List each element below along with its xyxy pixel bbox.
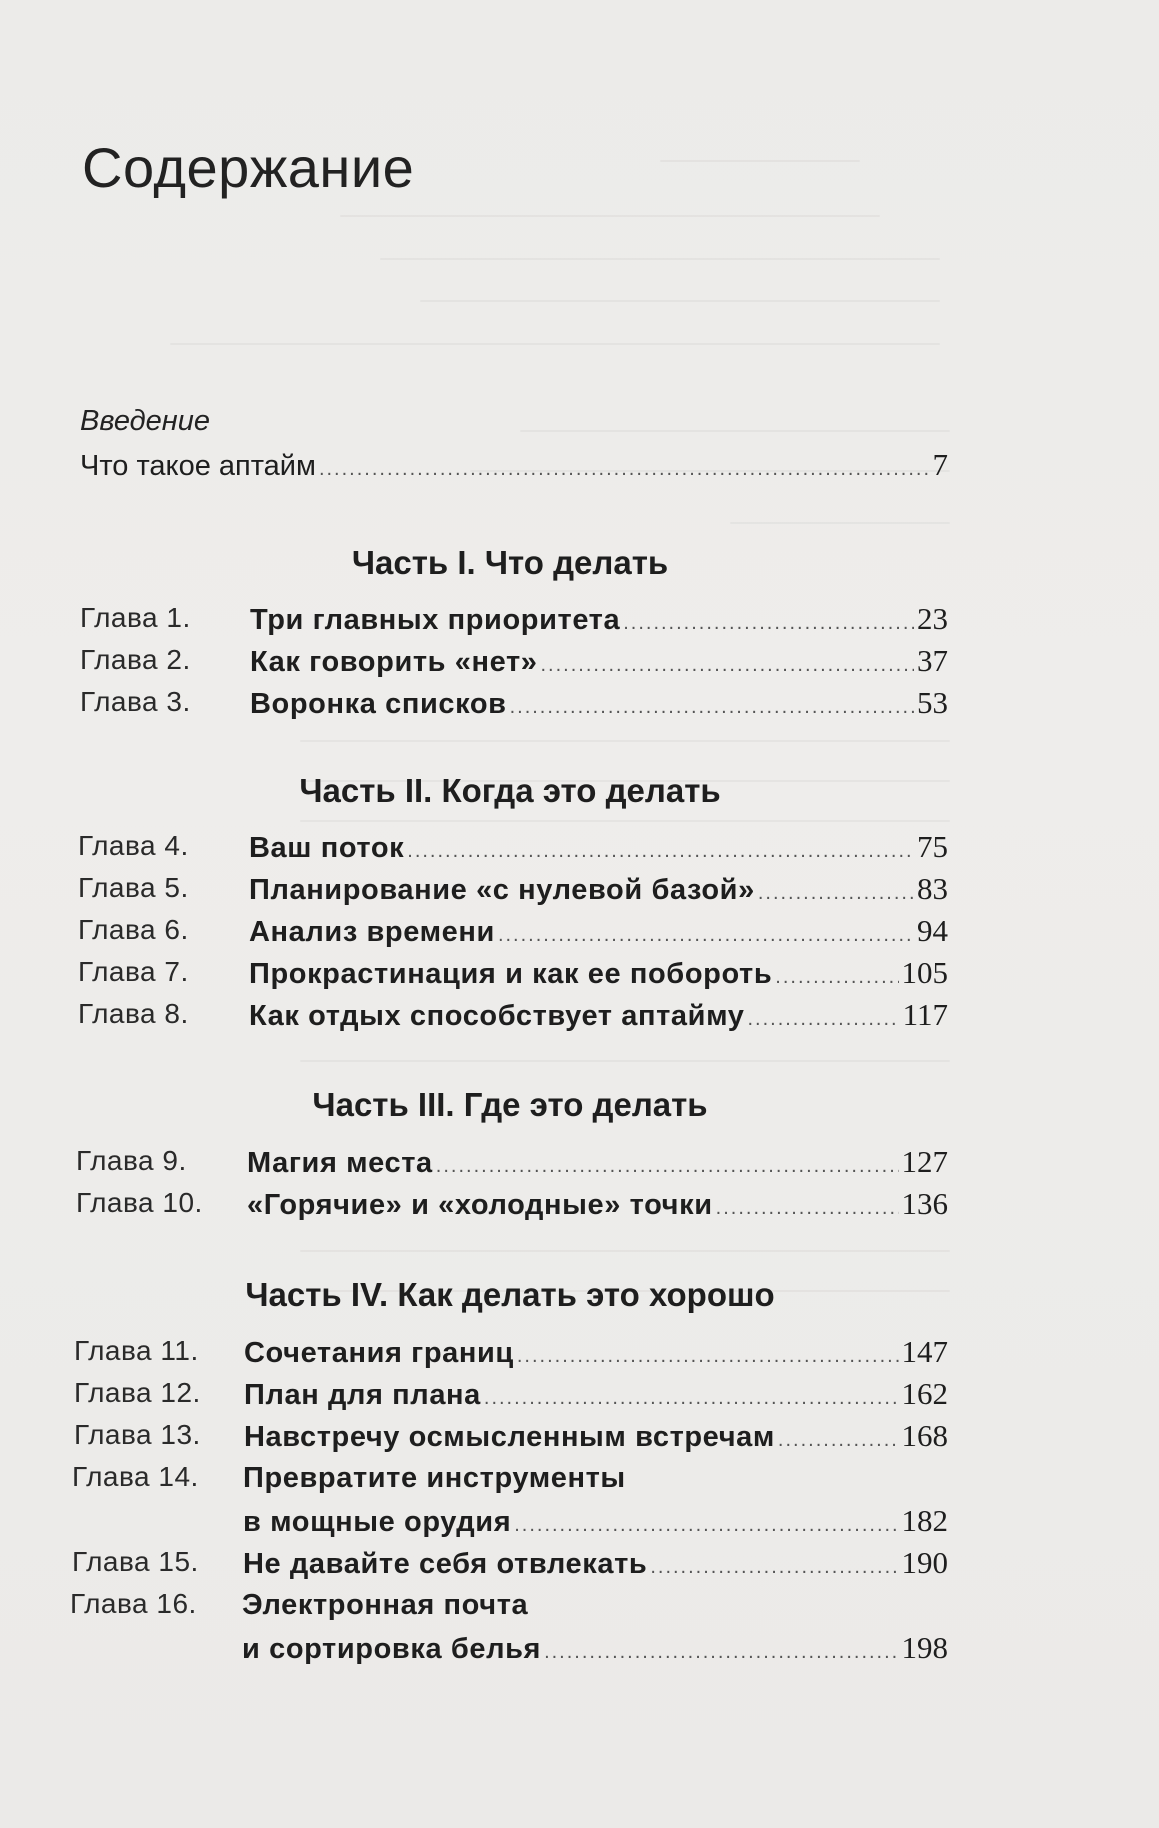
- toc-entry-introduction[interactable]: [80, 447, 948, 487]
- dot-leader: [510, 689, 914, 725]
- toc-entry[interactable]: [249, 913, 948, 953]
- dot-leader: [498, 917, 914, 953]
- page-number: 182: [901, 1503, 948, 1538]
- dot-leader: [540, 647, 914, 683]
- toc-entry[interactable]: [249, 997, 948, 1037]
- dot-leader: [407, 833, 914, 869]
- toc-entry-title: Планирование «с нулевой базой»: [249, 874, 755, 906]
- toc-entry[interactable]: [249, 829, 948, 869]
- chapter-label: Глава 10.: [76, 1187, 203, 1218]
- page-number: 147: [901, 1334, 948, 1369]
- page-number: 53: [917, 685, 948, 720]
- dot-leader: [517, 1338, 899, 1374]
- page-number: 136: [901, 1186, 948, 1221]
- page-number: 105: [901, 955, 948, 990]
- toc-entry[interactable]: [250, 643, 948, 683]
- toc-entry[interactable]: [244, 1376, 948, 1416]
- introduction-label: Введение: [80, 405, 211, 437]
- page-number: 190: [901, 1545, 948, 1580]
- toc-entry-title: Ваш поток: [249, 832, 405, 864]
- chapter-label: Глава 6.: [78, 914, 189, 945]
- chapter-label: Глава 5.: [78, 872, 189, 903]
- dot-leader: [650, 1549, 898, 1585]
- dot-leader: [716, 1190, 899, 1226]
- dot-leader: [544, 1634, 898, 1670]
- chapter-label: Глава 13.: [74, 1419, 201, 1450]
- part-heading: Часть III. Где это делать: [312, 1086, 708, 1123]
- page-number: 94: [917, 913, 948, 948]
- toc-entry[interactable]: [250, 601, 948, 641]
- dot-leader: [514, 1507, 898, 1543]
- chapter-label: Глава 15.: [72, 1546, 199, 1577]
- page-number: 127: [901, 1144, 948, 1179]
- toc-entry-title: Не давайте себя отвлекать: [243, 1548, 648, 1580]
- page-number: 198: [901, 1630, 948, 1665]
- toc-entry[interactable]: [247, 1144, 948, 1184]
- toc-entry-title: Как говорить «нет»: [250, 646, 538, 678]
- page-number: 37: [917, 643, 948, 678]
- dot-leader: [778, 1422, 899, 1458]
- chapter-label: Глава 8.: [78, 998, 189, 1029]
- toc-entry-title: Сочетания границ: [244, 1337, 514, 1369]
- page-number: 83: [917, 871, 948, 906]
- dot-leader: [484, 1380, 899, 1416]
- dot-leader: [623, 605, 914, 641]
- toc-entry[interactable]: [244, 1334, 948, 1374]
- toc-entry-title: Что такое аптайм: [80, 450, 316, 482]
- toc-entry[interactable]: [243, 1503, 948, 1543]
- toc-entry-title: и сортировка белья: [242, 1633, 542, 1665]
- page-number: 23: [917, 601, 948, 636]
- chapter-label: Глава 9.: [76, 1145, 187, 1176]
- toc-entry[interactable]: [247, 1186, 948, 1226]
- toc-entry-title: Как отдых способствует аптайму: [249, 1000, 745, 1032]
- part-heading: Часть II. Когда это делать: [299, 772, 721, 809]
- dot-leader: [319, 451, 930, 487]
- dot-leader: [436, 1148, 899, 1184]
- page-number: 162: [901, 1376, 948, 1411]
- chapter-label: Глава 12.: [74, 1377, 201, 1408]
- toc-entry-title: в мощные орудия: [243, 1506, 512, 1538]
- dot-leader: [775, 959, 898, 995]
- dot-leader: [747, 1001, 899, 1037]
- dot-leader: [758, 875, 914, 911]
- toc-entry[interactable]: [244, 1418, 948, 1458]
- toc-entry[interactable]: [243, 1545, 948, 1585]
- chapter-label: Глава 11.: [74, 1335, 199, 1366]
- chapter-label: Глава 16.: [70, 1588, 197, 1619]
- toc-entry-title: Воронка списков: [250, 688, 507, 720]
- page-number: 117: [902, 997, 948, 1032]
- part-heading: Часть IV. Как делать это хорошо: [245, 1276, 775, 1313]
- chapter-label: Глава 3.: [80, 686, 191, 717]
- toc-entry[interactable]: [250, 685, 948, 725]
- page-number: 75: [917, 829, 948, 864]
- toc-entry[interactable]: [249, 955, 948, 995]
- chapter-label: Глава 2.: [80, 644, 191, 675]
- chapter-label: Глава 14.: [72, 1461, 199, 1492]
- toc-entry-title: Анализ времени: [249, 916, 495, 948]
- toc-entry-title: «Горячие» и «холодные» точки: [247, 1189, 713, 1221]
- chapter-label: Глава 1.: [80, 602, 191, 633]
- toc-entry-title-first-line[interactable]: Превратите инструменты: [243, 1462, 626, 1494]
- part-heading: Часть I. Что делать: [351, 544, 669, 581]
- toc-entry[interactable]: [242, 1630, 948, 1670]
- page-number: 168: [901, 1418, 948, 1453]
- page-number: 7: [932, 447, 948, 482]
- chapter-label: Глава 7.: [78, 956, 189, 987]
- toc-entry-title: План для плана: [244, 1379, 481, 1411]
- page-title: Содержание: [82, 136, 415, 199]
- toc-entry-title: Навстречу осмысленным встречам: [244, 1421, 775, 1453]
- toc-entry-title: Магия места: [247, 1147, 433, 1179]
- chapter-label: Глава 4.: [78, 830, 189, 861]
- toc-entry-title: Три главных приоритета: [250, 604, 621, 636]
- toc-entry-title: Прокрастинация и как ее побороть: [249, 958, 773, 990]
- toc-entry[interactable]: [249, 871, 948, 911]
- toc-entry-title-first-line[interactable]: Электронная почта: [242, 1589, 529, 1621]
